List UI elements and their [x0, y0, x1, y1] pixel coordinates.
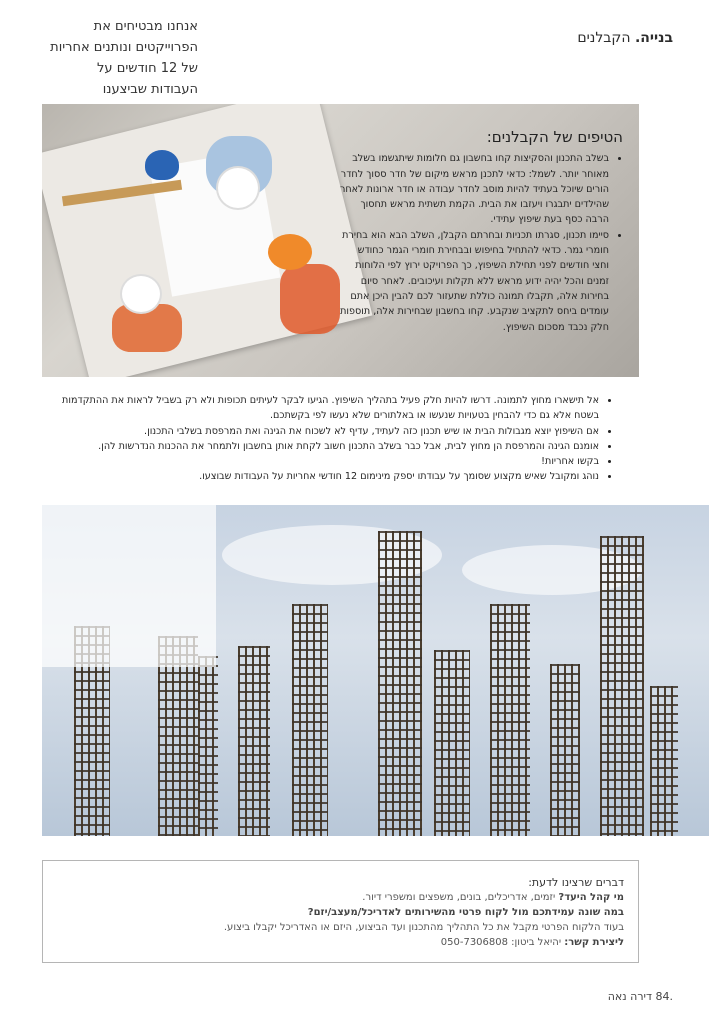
orange-vest	[280, 264, 340, 334]
tips-title: הטיפים של הקבלנים:	[486, 128, 623, 146]
page-footer: .84 דירה נאה	[607, 990, 673, 1003]
info-q1-text: יזמים, אדריכלים, בונים, משפצים ומשפרי דיור.	[362, 892, 559, 903]
tips-text	[338, 130, 623, 335]
warranty-caption: אנחנו מבטיחים את הפרוייקטים ונותנים אחריות של 12 חודשים על העבודות שביצענו	[50, 19, 198, 97]
advice-item: • בקשו אחריות!	[53, 454, 599, 469]
tips-list	[338, 151, 623, 335]
info-contact-label: ליצירת קשר:	[564, 937, 624, 948]
info-line-contact	[64, 935, 624, 950]
rebar-column	[198, 656, 218, 836]
advice-item: • אם השיפוץ יוצא מגבולות הבית או שיש תכנון כזה לעתיד, עדיף לא לשכוח את הגינה ואת המרפסת בשלבי התכנון.	[53, 424, 599, 439]
orange-helmet-icon	[268, 234, 312, 270]
advice-item: • נוהג ומקובל שאיש מקצוע שסומך על עבודתו יספק מינימום 12 חודשי אחריות על העבודות שבוצעו.	[53, 469, 599, 484]
rebar-column	[292, 604, 328, 836]
tip-item: • בשלב התכנון והסקיצות קחו בחשבון גם חלומות שיתגשמו בשלב מאוחר יותר. לשמל: כדאי לתכנן מראש מיקום של חדר ססוך לחדר הורים שיוכל בעתיד להיות מוסב לחדר עבודה או חדר ארונות לאחר שהילדים יתבגרו ויעזבו את הבית. הקמת תשתית מראש תחסוך הרבה כסף בעת שיפוץ עתידי.	[338, 151, 609, 227]
advice-list	[53, 393, 613, 485]
rebar-column	[378, 531, 422, 836]
contractors-photo-block	[42, 104, 639, 377]
tip-item: • סיימו תכנון, סגרתו תכניות ובחרתם הקבלן, השלב הבא הוא בחירת חומרי גמר. כדאי להתחיל בחיפוש ובבחירת חומרי הגמר כחודש וחצי חודשים לפני תחילת השיפוץ, כך הפרויקט ירוץ לפי הלוחות זמנים והכל יהיה ידוע מראש ללא תקלות ועיכובים. לאחר סיום בחירות אלה, תקבלו תמונה כוללת שתעזור לכם להבין היכן אתם עומדים ביחס לתקציב שנקבע. קחו בחשבון שבחירות אלה, תוספות חלק נכבד מסכום השיפוץ.	[338, 228, 609, 335]
advice-item: • אומנם הגינה והמרפסת הן מחוץ לבית, אבל כבר בשלב התכנון חשוב לקחת אותן בחשבון ולתמחר את ההכנות הנדרשות להן.	[53, 439, 599, 454]
section-header-rest: הקבלנים	[577, 30, 635, 46]
info-line-difference	[64, 905, 624, 920]
rebar-column	[650, 686, 678, 836]
info-contact-text: יהיאל ביטון: 050-7306808	[440, 937, 565, 948]
advice-item: • אל תישארו מחוץ לתמונה. דרשו להיות חלק פעיל בתהליך השיפוץ. הגיעו לבקר לעיתים תכופות ולא רק בשביל לראות את ההתקדמות בשטח אלא גם כדי להבחין בטעויות שנעשו או באלתורים שלא נעשו לפי בקשתכם.	[53, 393, 599, 424]
info-line-audience	[64, 890, 624, 905]
info-q1-label: מי קהל היעד?	[558, 892, 624, 903]
info-q2-text: בעוד הלקוח הפרטי מקבל את כל התהליך מהתכנון ועד הביצוע, היזם או האדריכל יקבלו ביצוע.	[223, 922, 624, 933]
rebar-column	[600, 536, 644, 836]
info-heading: דברים שרצינו לדעת:	[528, 876, 624, 889]
rebar-column	[434, 650, 470, 836]
caption-overlay	[42, 505, 216, 667]
white-helmet-icon	[218, 168, 258, 208]
section-header-bold: בנייה.	[634, 30, 673, 46]
info-box	[42, 860, 639, 963]
rebar-column	[490, 604, 530, 836]
rebar-column	[238, 646, 270, 836]
info-q2-label: במה שונה עמידתכם מול לקוח פרטי מהשירותים לאדריכל/מעצב/יזם?	[307, 907, 624, 918]
blue-helmet-icon	[145, 150, 179, 180]
rebar-column	[550, 664, 580, 836]
section-header	[577, 30, 673, 46]
orange-vest-2	[112, 304, 182, 352]
white-helmet-icon-2	[122, 276, 160, 312]
rebar-columns-photo	[42, 505, 709, 836]
